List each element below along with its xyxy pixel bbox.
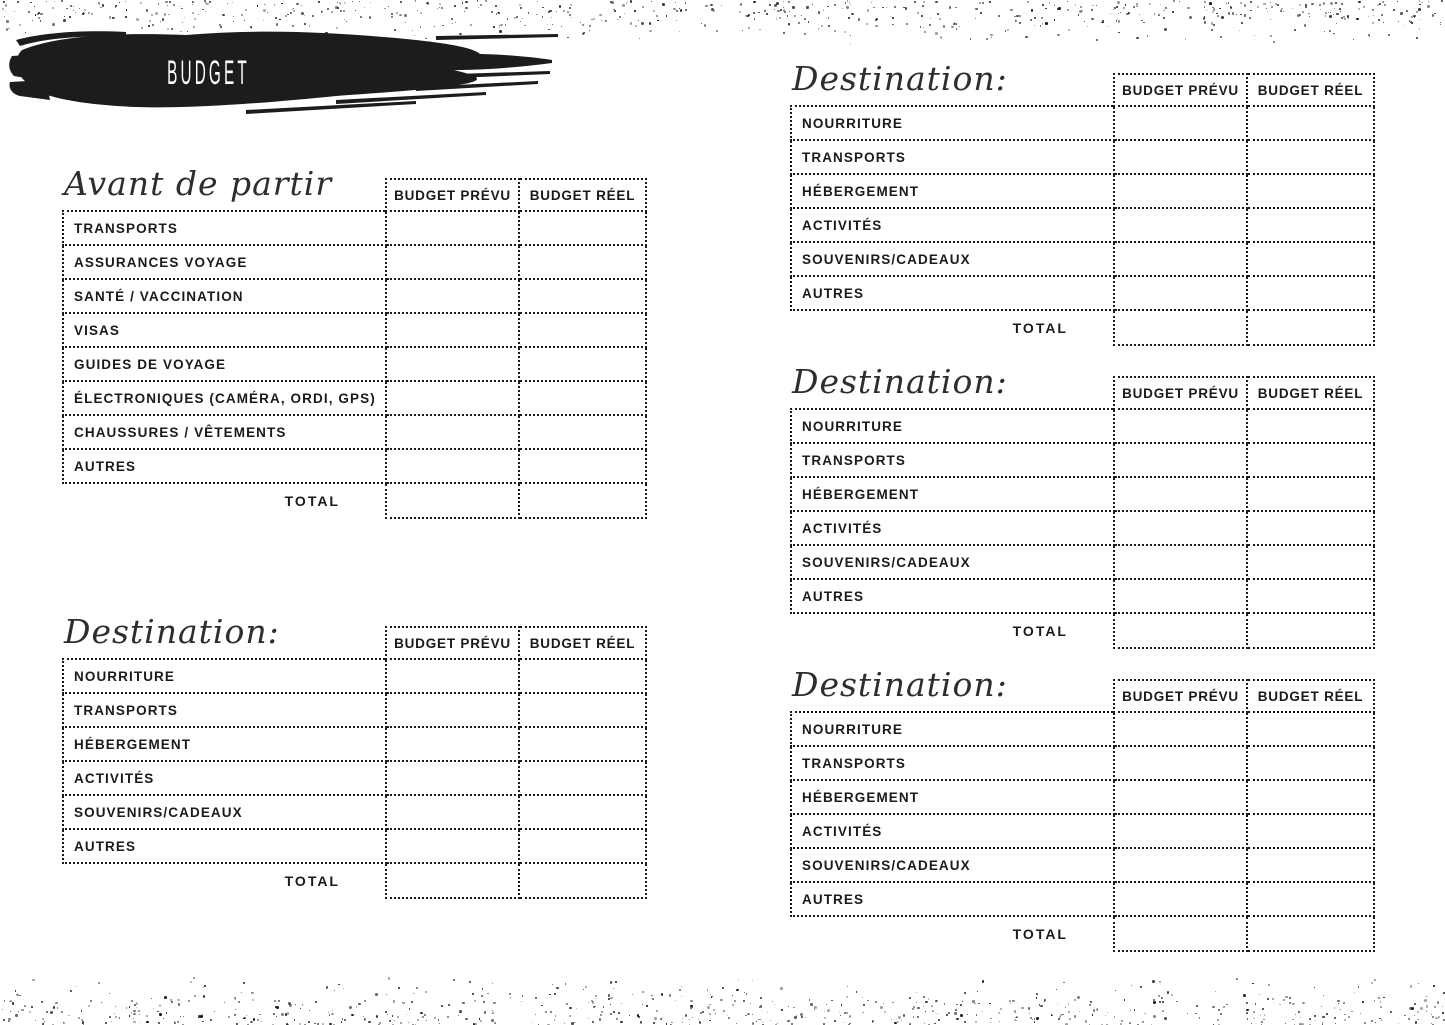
budget-prevu-cell[interactable] bbox=[386, 693, 519, 727]
row-label: SOUVENIRS/CADEAUX bbox=[791, 545, 1114, 579]
budget-grid bbox=[790, 73, 1375, 346]
budget-prevu-cell[interactable] bbox=[386, 347, 519, 381]
total-label: TOTAL bbox=[1012, 320, 1068, 336]
row-label: TRANSPORTS bbox=[791, 140, 1114, 174]
table-total-row bbox=[791, 916, 1374, 951]
budget-prevu-cell[interactable] bbox=[1114, 174, 1247, 208]
budget-prevu-cell[interactable] bbox=[1114, 409, 1247, 443]
budget-prevu-cell[interactable] bbox=[386, 659, 519, 693]
table-title-cell bbox=[63, 627, 386, 659]
table-row bbox=[791, 511, 1374, 545]
row-label: AUTRES bbox=[63, 829, 386, 863]
budget-prevu-cell[interactable] bbox=[1114, 443, 1247, 477]
budget-prevu-header: BUDGET PRÉVU bbox=[1114, 680, 1247, 712]
table-row bbox=[63, 693, 646, 727]
table-total-row bbox=[791, 310, 1374, 345]
budget-reel-cell[interactable] bbox=[1247, 106, 1374, 140]
budget-reel-header: BUDGET RÉEL bbox=[1247, 680, 1374, 712]
table-row bbox=[63, 279, 646, 313]
row-label: AUTRES bbox=[791, 882, 1114, 916]
row-label: ACTIVITÉS bbox=[791, 208, 1114, 242]
table-title-destination: Destination: bbox=[792, 665, 1008, 704]
table-header-row bbox=[63, 179, 646, 211]
row-label: TRANSPORTS bbox=[63, 693, 386, 727]
budget-prevu-cell[interactable] bbox=[386, 795, 519, 829]
budget-reel-cell[interactable] bbox=[1247, 545, 1374, 579]
budget-prevu-cell[interactable] bbox=[1114, 140, 1247, 174]
table-row bbox=[63, 211, 646, 245]
table-title-destination: Destination: bbox=[64, 612, 280, 651]
budget-prevu-cell[interactable] bbox=[386, 279, 519, 313]
table-row bbox=[63, 727, 646, 761]
row-label: NOURRITURE bbox=[791, 106, 1114, 140]
budget-prevu-cell[interactable] bbox=[1114, 814, 1247, 848]
budget-prevu-cell[interactable] bbox=[1114, 712, 1247, 746]
budget-prevu-cell[interactable] bbox=[1114, 579, 1247, 613]
table-row bbox=[791, 712, 1374, 746]
row-label: SANTÉ / VACCINATION bbox=[63, 279, 386, 313]
table-total-row bbox=[63, 863, 646, 898]
brush-stroke-art bbox=[6, 28, 558, 116]
budget-table-destination-3 bbox=[790, 362, 1375, 649]
row-label: GUIDES DE VOYAGE bbox=[63, 347, 386, 381]
budget-table-avant-de-partir bbox=[62, 164, 647, 519]
row-label: ACTIVITÉS bbox=[791, 511, 1114, 545]
total-label: TOTAL bbox=[1012, 926, 1068, 942]
table-row bbox=[63, 449, 646, 483]
budget-reel-total-cell[interactable] bbox=[1247, 310, 1374, 345]
row-label: AUTRES bbox=[63, 449, 386, 483]
budget-grid bbox=[790, 679, 1375, 952]
table-row bbox=[791, 780, 1374, 814]
row-label: HÉBERGEMENT bbox=[63, 727, 386, 761]
table-title-cell bbox=[63, 179, 386, 211]
table-total-row bbox=[791, 613, 1374, 648]
budget-prevu-cell[interactable] bbox=[386, 415, 519, 449]
budget-reel-cell[interactable] bbox=[519, 761, 646, 795]
table-row bbox=[791, 106, 1374, 140]
row-label: TRANSPORTS bbox=[791, 746, 1114, 780]
budget-reel-header: BUDGET RÉEL bbox=[1247, 74, 1374, 106]
budget-reel-cell[interactable] bbox=[1247, 409, 1374, 443]
table-title-cell bbox=[791, 680, 1114, 712]
table-row bbox=[791, 208, 1374, 242]
total-label: TOTAL bbox=[1012, 623, 1068, 639]
budget-reel-cell[interactable] bbox=[519, 795, 646, 829]
row-label: HÉBERGEMENT bbox=[791, 174, 1114, 208]
budget-reel-cell[interactable] bbox=[519, 381, 646, 415]
budget-reel-cell[interactable] bbox=[1247, 477, 1374, 511]
budget-reel-cell[interactable] bbox=[519, 659, 646, 693]
budget-reel-cell[interactable] bbox=[1247, 780, 1374, 814]
budget-prevu-cell[interactable] bbox=[1114, 208, 1247, 242]
budget-reel-cell[interactable] bbox=[1247, 140, 1374, 174]
budget-prevu-cell[interactable] bbox=[386, 449, 519, 483]
table-title-cell bbox=[791, 74, 1114, 106]
budget-prevu-cell[interactable] bbox=[1114, 780, 1247, 814]
table-row bbox=[791, 545, 1374, 579]
table-header-row bbox=[63, 627, 646, 659]
table-title-cell bbox=[791, 377, 1114, 409]
table-row bbox=[63, 313, 646, 347]
table-title-destination: Destination: bbox=[792, 362, 1008, 401]
budget-reel-cell[interactable] bbox=[1247, 579, 1374, 613]
budget-reel-cell[interactable] bbox=[519, 313, 646, 347]
table-row bbox=[791, 848, 1374, 882]
table-row bbox=[791, 443, 1374, 477]
budget-prevu-cell[interactable] bbox=[1114, 882, 1247, 916]
budget-table-destination-4 bbox=[790, 665, 1375, 952]
budget-prevu-total-cell[interactable] bbox=[1114, 613, 1247, 648]
budget-reel-cell[interactable] bbox=[519, 245, 646, 279]
budget-reel-cell[interactable] bbox=[519, 449, 646, 483]
table-row bbox=[63, 795, 646, 829]
total-label: TOTAL bbox=[284, 873, 340, 889]
row-label: NOURRITURE bbox=[791, 712, 1114, 746]
budget-reel-cell[interactable] bbox=[519, 727, 646, 761]
budget-reel-header: BUDGET RÉEL bbox=[1247, 377, 1374, 409]
budget-reel-cell[interactable] bbox=[519, 279, 646, 313]
table-row bbox=[791, 140, 1374, 174]
brush-stroke-banner bbox=[6, 28, 558, 116]
budget-prevu-cell[interactable] bbox=[1114, 242, 1247, 276]
row-label: AUTRES bbox=[791, 276, 1114, 310]
table-row bbox=[791, 174, 1374, 208]
budget-prevu-cell[interactable] bbox=[1114, 848, 1247, 882]
table-row bbox=[791, 409, 1374, 443]
budget-table-destination-2 bbox=[790, 59, 1375, 346]
table-row bbox=[63, 245, 646, 279]
budget-reel-header: BUDGET RÉEL bbox=[519, 179, 646, 211]
budget-prevu-header: BUDGET PRÉVU bbox=[1114, 377, 1247, 409]
budget-prevu-header: BUDGET PRÉVU bbox=[1114, 74, 1247, 106]
budget-reel-total-cell[interactable] bbox=[1247, 613, 1374, 648]
row-label: AUTRES bbox=[791, 579, 1114, 613]
row-label: SOUVENIRS/CADEAUX bbox=[791, 848, 1114, 882]
budget-reel-cell[interactable] bbox=[1247, 208, 1374, 242]
table-row bbox=[791, 882, 1374, 916]
page-title: BUDGET bbox=[167, 53, 250, 92]
table-row bbox=[791, 746, 1374, 780]
table-row bbox=[63, 659, 646, 693]
table-total-row bbox=[63, 483, 646, 518]
table-row bbox=[791, 276, 1374, 310]
budget-prevu-cell[interactable] bbox=[386, 727, 519, 761]
budget-table-destination-1 bbox=[62, 612, 647, 899]
row-label: NOURRITURE bbox=[63, 659, 386, 693]
row-label: ACTIVITÉS bbox=[63, 761, 386, 795]
table-row bbox=[63, 829, 646, 863]
budget-prevu-cell[interactable] bbox=[386, 761, 519, 795]
budget-prevu-cell[interactable] bbox=[1114, 276, 1247, 310]
budget-prevu-cell[interactable] bbox=[1114, 477, 1247, 511]
budget-prevu-cell[interactable] bbox=[1114, 106, 1247, 140]
budget-reel-cell[interactable] bbox=[1247, 848, 1374, 882]
budget-grid bbox=[62, 178, 647, 519]
row-label: NOURRITURE bbox=[791, 409, 1114, 443]
table-row bbox=[63, 347, 646, 381]
table-row bbox=[791, 814, 1374, 848]
row-label: TRANSPORTS bbox=[791, 443, 1114, 477]
row-label: SOUVENIRS/CADEAUX bbox=[791, 242, 1114, 276]
row-label: ÉLECTRONIQUES (CAMÉRA, ORDI, GPS) bbox=[63, 381, 386, 415]
budget-reel-cell[interactable] bbox=[519, 347, 646, 381]
row-label: ACTIVITÉS bbox=[791, 814, 1114, 848]
table-row bbox=[791, 242, 1374, 276]
budget-prevu-cell[interactable] bbox=[1114, 746, 1247, 780]
row-label: SOUVENIRS/CADEAUX bbox=[63, 795, 386, 829]
budget-prevu-cell[interactable] bbox=[386, 313, 519, 347]
budget-reel-cell[interactable] bbox=[519, 693, 646, 727]
budget-reel-cell[interactable] bbox=[1247, 174, 1374, 208]
budget-reel-total-cell[interactable] bbox=[519, 483, 646, 518]
budget-reel-cell[interactable] bbox=[1247, 814, 1374, 848]
table-title-destination: Destination: bbox=[792, 59, 1008, 98]
row-label: TRANSPORTS bbox=[63, 211, 386, 245]
budget-reel-header: BUDGET RÉEL bbox=[519, 627, 646, 659]
table-header-row bbox=[791, 377, 1374, 409]
table-row bbox=[63, 381, 646, 415]
table-row bbox=[63, 415, 646, 449]
budget-prevu-cell[interactable] bbox=[1114, 511, 1247, 545]
budget-reel-cell[interactable] bbox=[519, 829, 646, 863]
budget-reel-cell[interactable] bbox=[1247, 276, 1374, 310]
budget-reel-cell[interactable] bbox=[1247, 882, 1374, 916]
table-row bbox=[63, 761, 646, 795]
total-label: TOTAL bbox=[284, 493, 340, 509]
budget-grid bbox=[790, 376, 1375, 649]
row-label: VISAS bbox=[63, 313, 386, 347]
budget-prevu-cell[interactable] bbox=[386, 211, 519, 245]
budget-prevu-header: BUDGET PRÉVU bbox=[386, 627, 519, 659]
table-row bbox=[791, 477, 1374, 511]
budget-reel-total-cell[interactable] bbox=[519, 863, 646, 898]
table-title-avant-de-partir: Avant de partir bbox=[64, 164, 333, 203]
budget-reel-cell[interactable] bbox=[1247, 443, 1374, 477]
budget-reel-total-cell[interactable] bbox=[1247, 916, 1374, 951]
budget-prevu-cell[interactable] bbox=[386, 829, 519, 863]
budget-grid bbox=[62, 626, 647, 899]
row-label: CHAUSSURES / VÊTEMENTS bbox=[63, 415, 386, 449]
table-header-row bbox=[791, 74, 1374, 106]
budget-prevu-cell[interactable] bbox=[1114, 545, 1247, 579]
budget-prevu-total-cell[interactable] bbox=[386, 863, 519, 898]
table-row bbox=[791, 579, 1374, 613]
row-label: ASSURANCES VOYAGE bbox=[63, 245, 386, 279]
row-label: HÉBERGEMENT bbox=[791, 477, 1114, 511]
budget-prevu-total-cell[interactable] bbox=[1114, 916, 1247, 951]
budget-reel-cell[interactable] bbox=[1247, 712, 1374, 746]
table-header-row bbox=[791, 680, 1374, 712]
row-label: HÉBERGEMENT bbox=[791, 780, 1114, 814]
budget-prevu-header: BUDGET PRÉVU bbox=[386, 179, 519, 211]
budget-prevu-cell[interactable] bbox=[386, 381, 519, 415]
budget-prevu-cell[interactable] bbox=[386, 245, 519, 279]
budget-prevu-total-cell[interactable] bbox=[1114, 310, 1247, 345]
budget-reel-cell[interactable] bbox=[1247, 746, 1374, 780]
budget-reel-cell[interactable] bbox=[519, 415, 646, 449]
budget-reel-cell[interactable] bbox=[519, 211, 646, 245]
budget-reel-cell[interactable] bbox=[1247, 242, 1374, 276]
speckle-texture-bottom bbox=[0, 975, 1445, 1025]
budget-prevu-total-cell[interactable] bbox=[386, 483, 519, 518]
budget-reel-cell[interactable] bbox=[1247, 511, 1374, 545]
